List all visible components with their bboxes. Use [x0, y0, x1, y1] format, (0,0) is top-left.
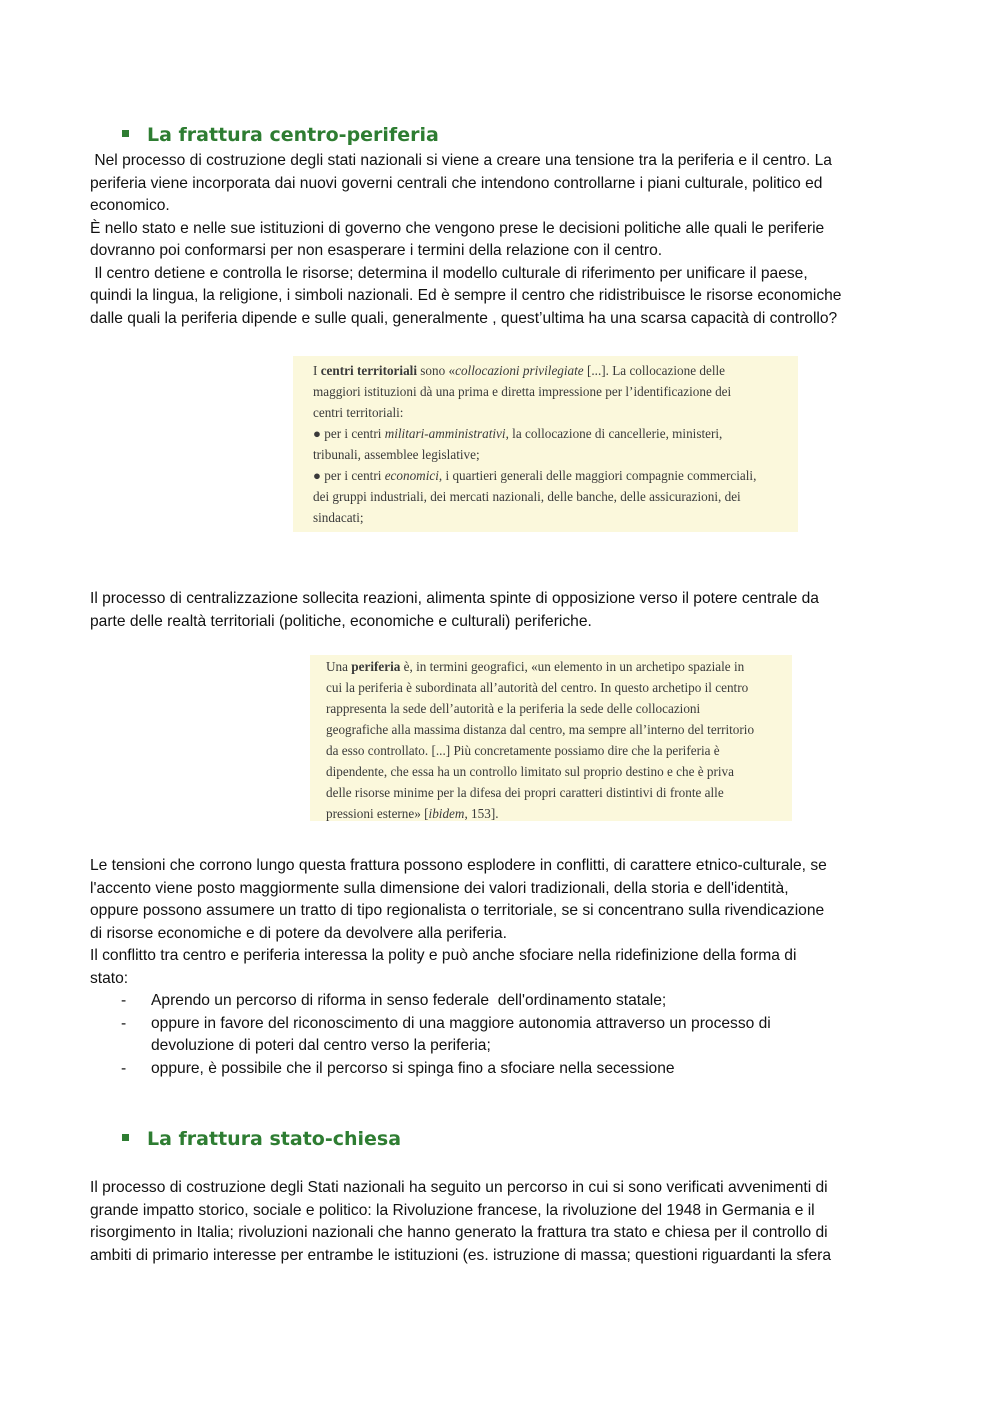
text-line: dalle quali la periferia dipende e sulle quali, generalmente , quest’ultima ha una scarsa capacità di controllo?: [90, 309, 838, 327]
quote-line: cui la periferia è subordinata all’autorità del centro. In questo archetipo il centro: [326, 680, 749, 695]
square-bullet-icon: [122, 1134, 129, 1141]
list-item: [90, 1058, 910, 1081]
text-line: stato:: [90, 969, 129, 987]
quote-line: dipendente, che essa ha un controllo limitato sul proprio destino e che è priva: [326, 764, 734, 779]
quote-line: maggiori istituzioni dà una prima e diretta impressione per l’identificazione dei: [313, 384, 732, 399]
dash-bullet: -: [121, 1014, 127, 1032]
dash-bullet: -: [121, 1059, 127, 1077]
quote-line: tribunali, assemblee legislative;: [313, 447, 480, 462]
tensions-paragraph: [90, 855, 910, 990]
text-line: Il processo di costruzione degli Stati nazionali ha seguito un percorso in cui si sono verificati avvenimenti di: [90, 1179, 828, 1196]
text-line: Le tensioni che corrono lungo questa frattura possono esplodere in conflitti, di carattere etnico-culturale, se: [90, 857, 827, 874]
list-item-text: Aprendo un percorso di riforma in senso federale dell'ordinamento statale;: [151, 992, 667, 1009]
list-item: [90, 990, 910, 1013]
list-item-text: oppure in favore del riconoscimento di una maggiore autonomia attraverso un processo di: [151, 1014, 771, 1032]
quote-line: ● per i centri militari-amministrativi, la collocazione di cancellerie, ministeri,: [313, 426, 723, 441]
quote-line: centri territoriali:: [313, 405, 404, 420]
list-item-text: devoluzione di poteri dal centro verso la periferia;: [151, 1037, 491, 1054]
text-line: ambiti di primario interesse per entrambe le istituzioni (es. istruzione di massa; questioni riguardanti la sfera: [90, 1246, 832, 1264]
text-line: È nello stato e nelle sue istituzioni di governo che vengono prese le decisioni politiche alle quali le periferie: [90, 219, 825, 237]
text-line: quindi la lingua, la religione, i simboli nazionali. Ed è sempre il centro che ridistribuisce le risorse economiche: [90, 287, 842, 304]
stato-chiesa-paragraph: [90, 1177, 910, 1267]
intro-paragraph: [90, 150, 910, 330]
quote-line: geografiche alla massima distanza dal centro, ma sempre all’interno del territorio: [326, 722, 755, 737]
text-line: grande impatto storico, sociale e politico: la Rivoluzione francese, la rivoluzione del 1948 in Germania e il: [90, 1201, 815, 1219]
text-line: Il conflitto tra centro e periferia interessa la polity e può anche sfociare nella ridefinizione della forma di: [90, 947, 797, 964]
options-list: [90, 990, 910, 1080]
quote-line: delle risorse minime per la difesa dei propri caratteri distintivi di fronte alle: [326, 785, 724, 800]
text-line: l'accento viene posto maggiormente sulla dimensione dei valori tradizionali, della storia e dell'identità,: [90, 879, 789, 897]
text-line: Nel processo di costruzione degli stati nazionali si viene a creare una tensione tra la periferia e il centro. La: [90, 152, 832, 169]
list-item: [90, 1013, 910, 1058]
heading-text: La frattura centro-periferia: [147, 124, 439, 146]
text-line: Il processo di centralizzazione sollecita reazioni, alimenta spinte di opposizione verso il potere centrale da: [90, 590, 819, 607]
text-line: economico.: [90, 197, 170, 214]
quote-line: sindacati;: [313, 510, 364, 525]
section-heading-stato-chiesa: [122, 1127, 401, 1151]
quote-box-centri-territoriali: [293, 356, 798, 532]
text-line: risorgimento in Italia; rivoluzioni nazionali che hanno generato la frattura tra stato e chiesa per il controllo di: [90, 1224, 828, 1241]
text-line: di risorse economiche e di potere da devolvere alla periferia.: [90, 924, 507, 942]
quote-line: ● per i centri economici, i quartieri generali delle maggiori compagnie commerciali,: [313, 468, 757, 483]
quote-line: rappresenta la sede dell’autorità e la periferia la sede delle collocazioni: [326, 701, 701, 716]
quote-line: dei gruppi industriali, dei mercati nazionali, delle banche, delle assicurazioni, dei: [313, 489, 741, 504]
quote-line: da esso controllato. [...] Più concretamente possiamo dire che la periferia è: [326, 743, 720, 758]
quote-line: pressioni esterne» [ibidem, 153].: [326, 806, 499, 821]
centralization-paragraph: [90, 588, 910, 633]
quote-box-periferia: [310, 655, 792, 821]
list-item-text: oppure, è possibile che il percorso si spinga fino a sfociare nella secessione: [151, 1059, 675, 1077]
quote-line: I centri territoriali sono «collocazioni privilegiate [...]. La collocazione delle: [313, 363, 725, 378]
dash-bullet: -: [121, 992, 127, 1009]
text-line: dovranno poi conformarsi per non esasperare i termini della relazione con il centro.: [90, 242, 663, 259]
section-heading-centro-periferia: [122, 123, 439, 147]
text-line: Il centro detiene e controlla le risorse; determina il modello culturale di riferimento per unificare il paese,: [90, 264, 808, 282]
text-line: periferia viene incorporata dai nuovi governi centrali che intendono controllarne i piani culturale, politico ed: [90, 174, 823, 192]
text-line: oppure possono assumere un tratto di tipo regionalista o territoriale, se si concentrano sulla rivendicazione: [90, 902, 825, 919]
quote-line: Una periferia è, in termini geografici, «un elemento in un archetipo spaziale in: [326, 659, 745, 674]
heading-text: La frattura stato-chiesa: [147, 1128, 402, 1150]
square-bullet-icon: [122, 130, 129, 137]
text-line: parte delle realtà territoriali (politiche, economiche e culturali) periferiche.: [90, 612, 592, 630]
